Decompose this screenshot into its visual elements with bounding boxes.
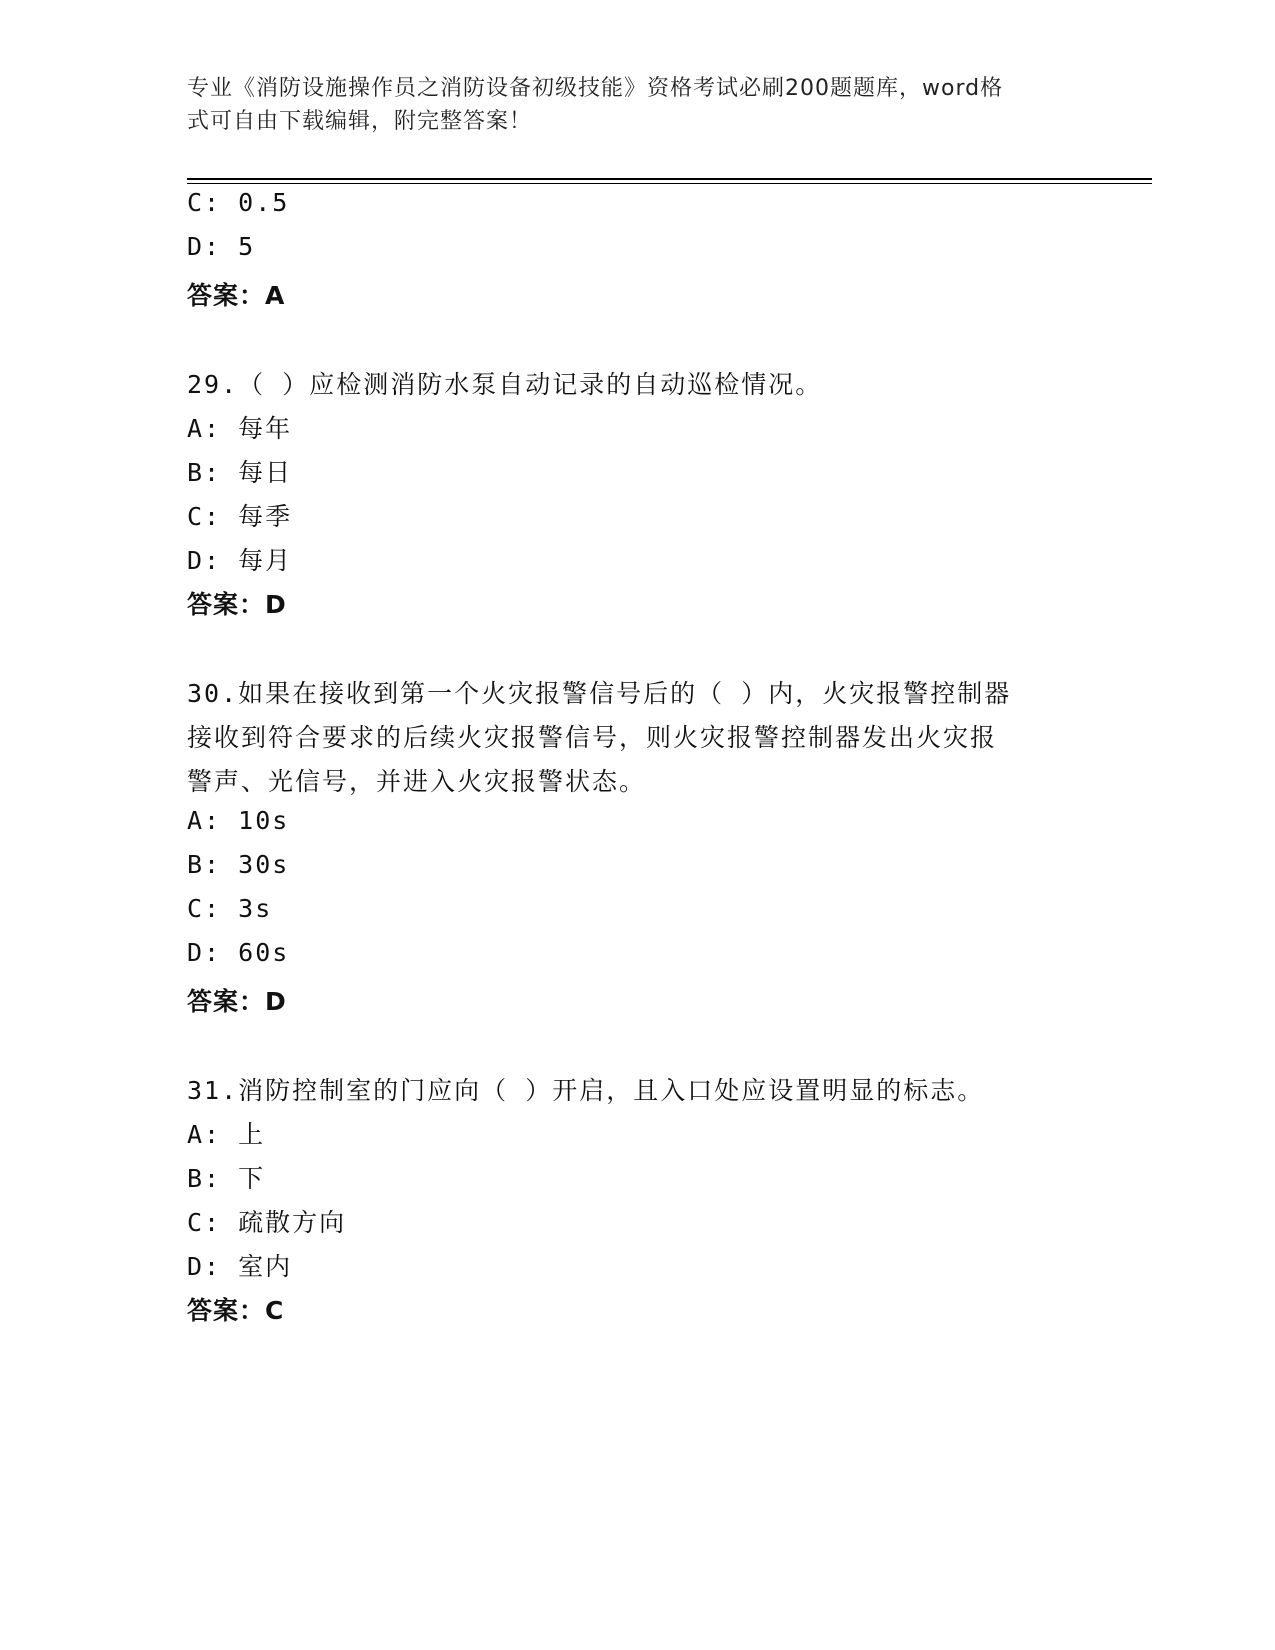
option-c: C: 3s: [187, 894, 273, 923]
option-c: C: 0.5: [187, 188, 290, 217]
option-d: D: 5: [187, 232, 256, 261]
question-stem: 31.消防控制室的门应向（ ）开启，且入口处应设置明显的标志。: [187, 1076, 985, 1105]
option-a: A: 10s: [187, 806, 290, 835]
header-divider-thick: [187, 178, 1152, 180]
answer-label: 答案：A: [187, 281, 286, 310]
question-stem: 29.（ ）应检测消防水泵自动记录的自动巡检情况。: [187, 370, 823, 399]
option-b: B: 30s: [187, 850, 290, 879]
answer-label: 答案：D: [187, 590, 287, 619]
option-a: A: 上: [187, 1120, 266, 1149]
option-d: D: 室内: [187, 1252, 293, 1281]
header-title-line-1: 专业《消防设施操作员之消防设备初级技能》资格考试必刷200题题库，word格: [187, 76, 1004, 101]
document-header: [187, 72, 1072, 138]
question-stem: 30.如果在接收到第一个火灾报警信号后的（ ）内，火灾报警控制器: [187, 679, 1012, 708]
option-b: B: 每日: [187, 458, 293, 487]
answer-label: 答案：D: [187, 987, 287, 1016]
question-stem: 警声、光信号，并进入火灾报警状态。: [187, 767, 647, 796]
option-a: A: 每年: [187, 414, 293, 443]
header-divider-thin: [187, 183, 1152, 184]
answer-label: 答案：C: [187, 1296, 285, 1325]
header-title-line-2: 式可自由下载编辑，附完整答案！: [187, 109, 533, 134]
option-c: C: 每季: [187, 502, 293, 531]
option-b: B: 下: [187, 1164, 266, 1193]
option-d: D: 每月: [187, 546, 293, 575]
option-d: D: 60s: [187, 938, 290, 967]
option-c: C: 疏散方向: [187, 1208, 347, 1237]
question-stem: 接收到符合要求的后续火灾报警信号，则火灾报警控制器发出火灾报: [187, 723, 998, 752]
